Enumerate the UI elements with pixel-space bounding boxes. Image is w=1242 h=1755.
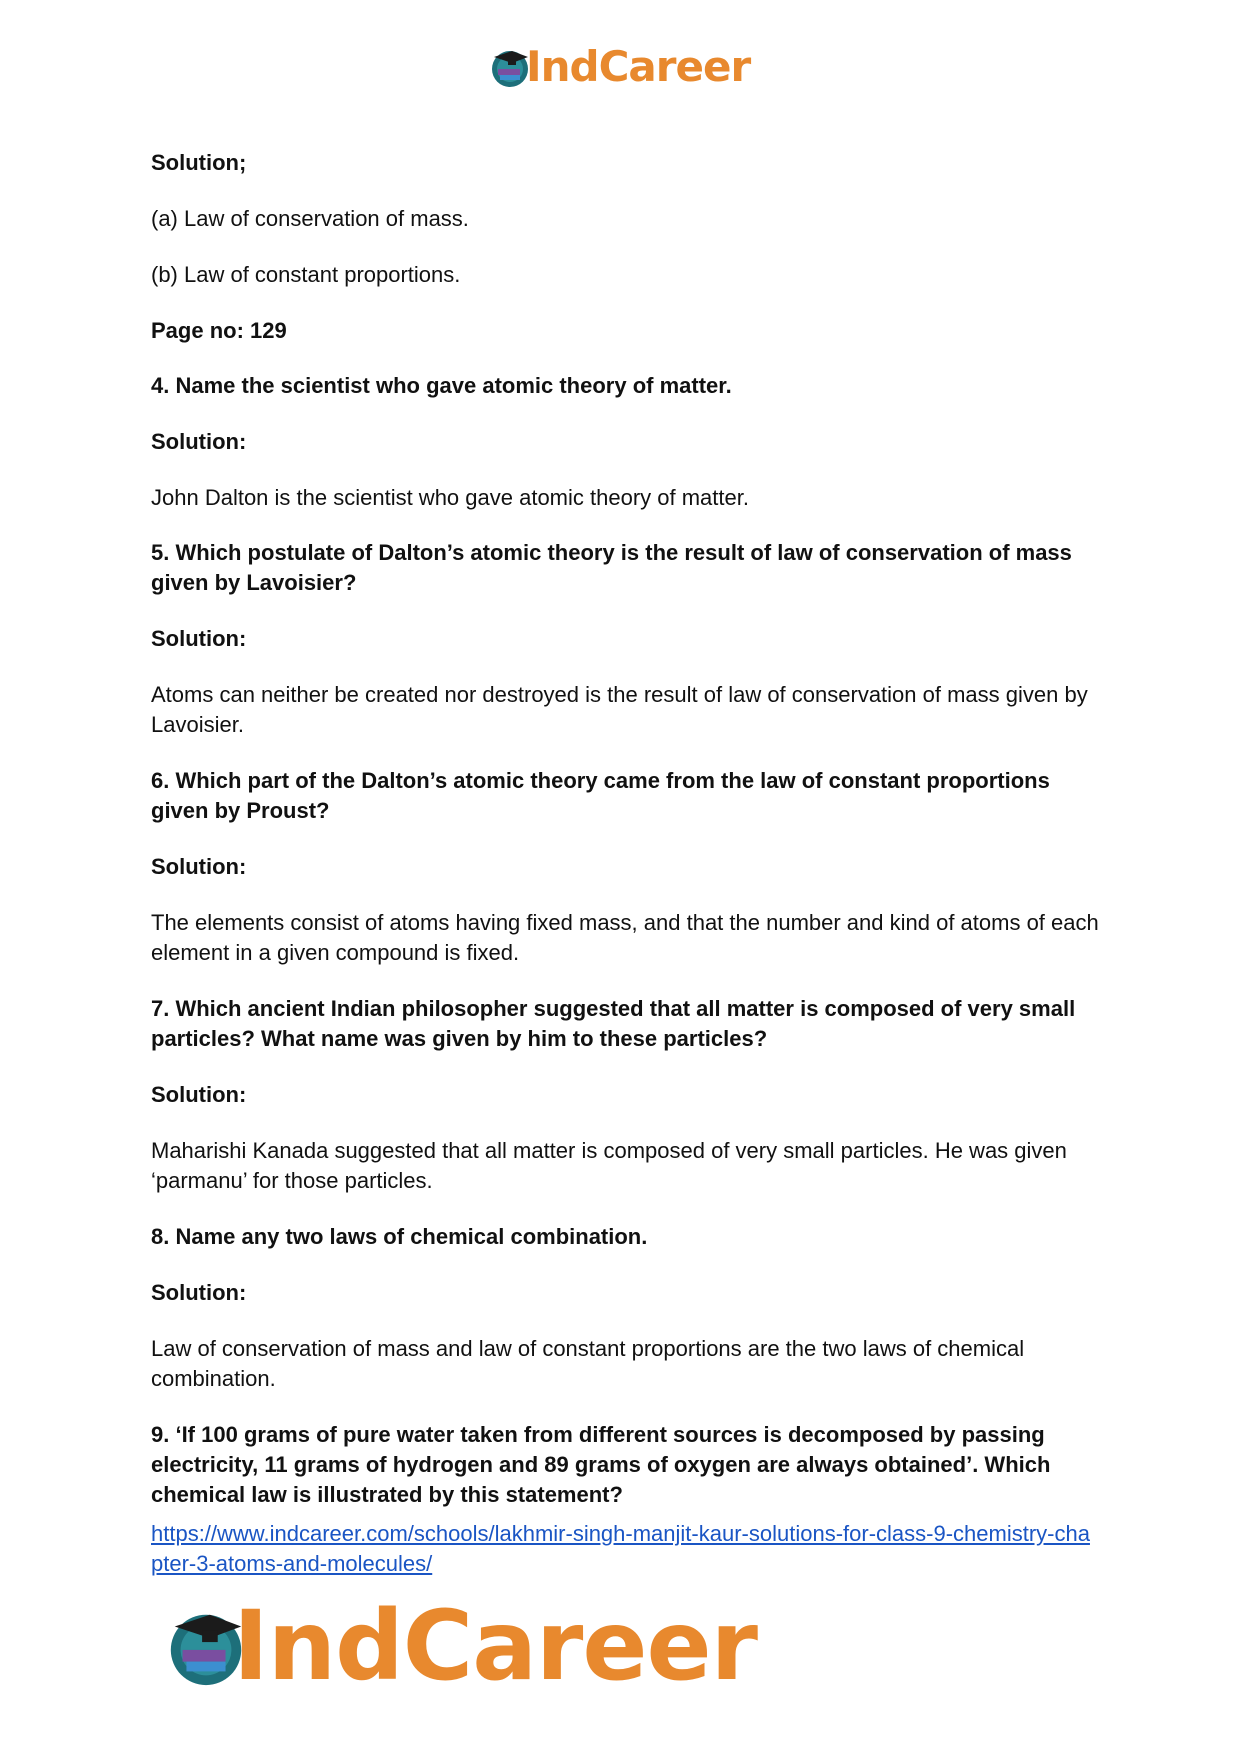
answer-text: John Dalton is the scientist who gave atomic theory of matter. xyxy=(151,485,749,510)
question-6: 6. Which part of the Dalton’s atomic theory came from the law of constant proportions given by Proust? xyxy=(151,768,1050,823)
answer-text: Maharishi Kanada suggested that all matter is composed of very small particles. He was given ‘parmanu’ for those particles. xyxy=(151,1138,1067,1193)
footer-link[interactable]: https://www.indcareer.com/schools/lakhmir-singh-manjit-kaur-solutions-for-class-9-chemistry-chapter-3-atoms-and-molecules/ xyxy=(151,1521,1090,1576)
footer-logo xyxy=(163,1590,757,1702)
question-9: 9. ‘If 100 grams of pure water taken from different sources is decomposed by passing electricity, 11 grams of hydrogen and 89 grams of oxygen are always obtained’. Which chemical law is illustrated by this statement? xyxy=(151,1422,1051,1507)
answer-text: Law of conservation of mass and law of constant proportions are the two laws of chemical combination. xyxy=(151,1336,1025,1391)
solution-heading: Solution; xyxy=(151,150,247,175)
header-logo xyxy=(488,42,750,91)
question-4: 4. Name the scientist who gave atomic theory of matter. xyxy=(151,373,732,398)
solution-heading: Solution: xyxy=(151,429,247,454)
answer-text: The elements consist of atoms having fixed mass, and that the number and kind of atoms of each element in a given compound is fixed. xyxy=(151,910,1099,965)
header-logo-text: IndCareer xyxy=(526,42,751,91)
footer-logo-text: IndCareer xyxy=(233,1590,757,1702)
question-5: 5. Which postulate of Dalton’s atomic theory is the result of law of conservation of mass given by Lavoisier? xyxy=(151,540,1072,595)
answer-text: (a) Law of conservation of mass. xyxy=(151,206,469,231)
question-8: 8. Name any two laws of chemical combination. xyxy=(151,1224,648,1249)
solution-heading: Solution: xyxy=(151,1082,247,1107)
solution-heading: Solution: xyxy=(151,626,247,651)
answer-text: Atoms can neither be created nor destroyed is the result of law of conservation of mass given by Lavoisier. xyxy=(151,682,1088,737)
answer-text: (b) Law of constant proportions. xyxy=(151,262,461,287)
solution-heading: Solution: xyxy=(151,854,247,879)
page-number-label: Page no: 129 xyxy=(151,318,287,343)
question-7: 7. Which ancient Indian philosopher suggested that all matter is composed of very small particles? What name was given by him to these particles? xyxy=(151,996,1076,1051)
solution-heading: Solution: xyxy=(151,1280,247,1305)
